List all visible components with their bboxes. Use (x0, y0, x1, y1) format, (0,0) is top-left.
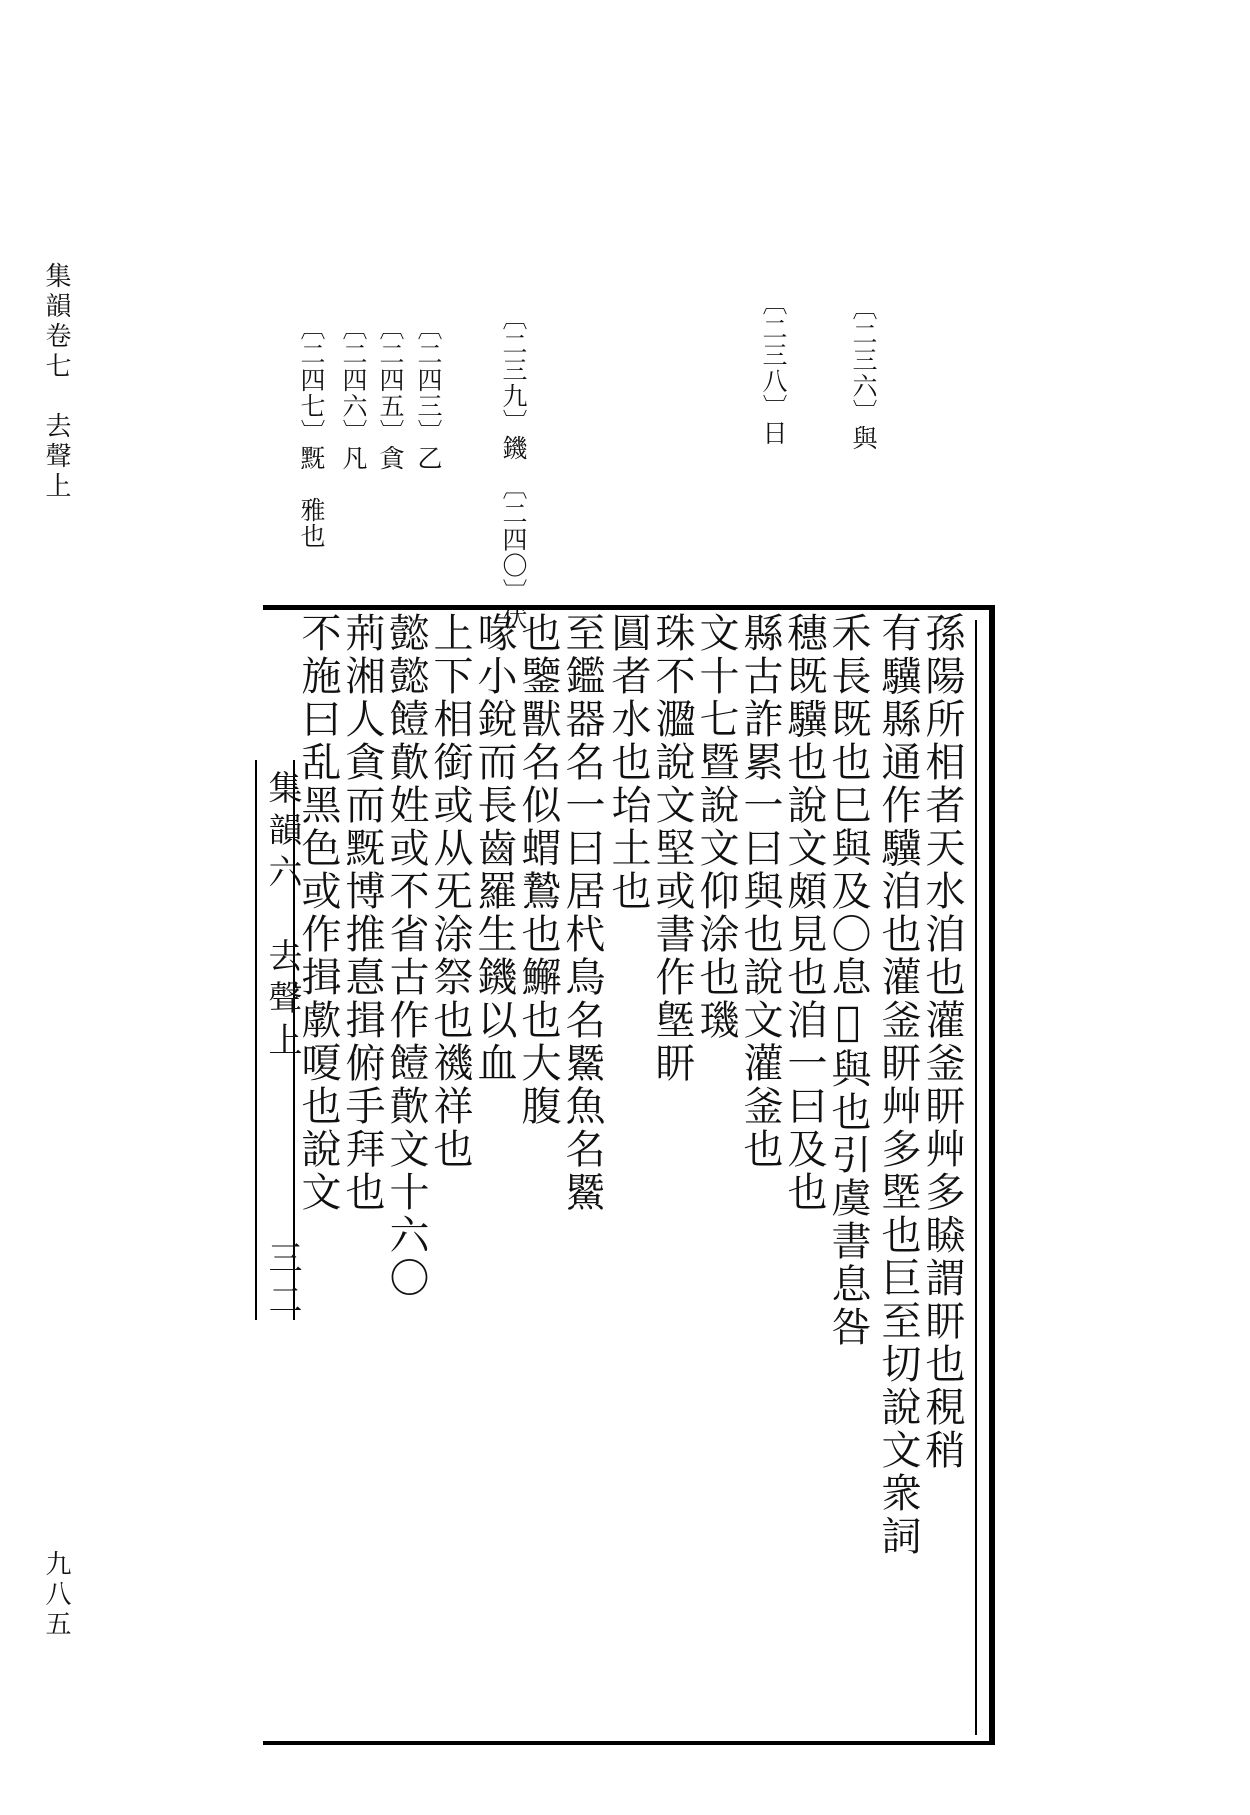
center-strip-title: 集韻六 去聲上 (262, 770, 302, 1064)
collation-note: 〔二三六〕與 (849, 295, 878, 451)
collation-note: 〔二三九〕鐖 〔二四〇〕伏 (499, 305, 528, 631)
collation-note: 〔二四七〕黖 雅也 (297, 315, 326, 549)
text-column: 不施曰乱黑色或作揖歑嗄也說文 (295, 612, 341, 1214)
strip-rule-left (255, 760, 257, 1320)
text-column: 文十七暨說文仰涂也璣 (693, 612, 739, 1042)
frame-rule (975, 620, 977, 1735)
collation-note: 〔二四三〕乙 (414, 315, 443, 471)
text-column: 禾長既也巳與及〇息𣪦與也引虞書息咎 (825, 612, 871, 1349)
text-column: 珠不㵬說文堅或書作墍䀘 (649, 612, 695, 1085)
running-title: 集韻卷七 去聲上 (41, 262, 71, 502)
text-column: 縣古詐累一曰與也說文灌釜也 (737, 612, 783, 1171)
collation-note: 〔二四六〕凡 (339, 315, 368, 471)
page-number: 九八五 (41, 1550, 71, 1640)
center-strip-leaf: 三二 (262, 1240, 302, 1324)
collation-note: 〔二四五〕貪 (376, 315, 405, 471)
text-column: 懿懿饐歕姓或不省古作饐歕文十六〇 (383, 612, 429, 1300)
text-column: 喙小銳而長齒羅生鐖以血 (471, 612, 517, 1085)
text-column: 也鑒獸名似蝟鷙也䲒也大腹 (515, 612, 561, 1128)
text-column: 荊湘人貪而黖博推惪揖俯手拜也 (339, 612, 385, 1214)
text-column: 穗既驥也說文頗見也洎一曰及也 (781, 612, 827, 1214)
text-column: 孫陽所相者天水洎也灌釜䀘艸多䁭謂䀘也䅐稍 (919, 612, 965, 1472)
collation-note: 〔二三八〕日 (759, 290, 788, 446)
text-column: 至鑑器名一曰居杙鳥名鱀魚名鱀 (559, 612, 605, 1214)
text-column: 上下相銜或从旡涂祭也禨祥也 (427, 612, 473, 1171)
text-column: 有驥縣通作驥洎也灌釜䀘艸多塈也巨至切說文衆詞 (875, 612, 921, 1558)
center-strip (255, 760, 302, 1340)
text-column: 圓者水也坮土也 (605, 612, 651, 913)
